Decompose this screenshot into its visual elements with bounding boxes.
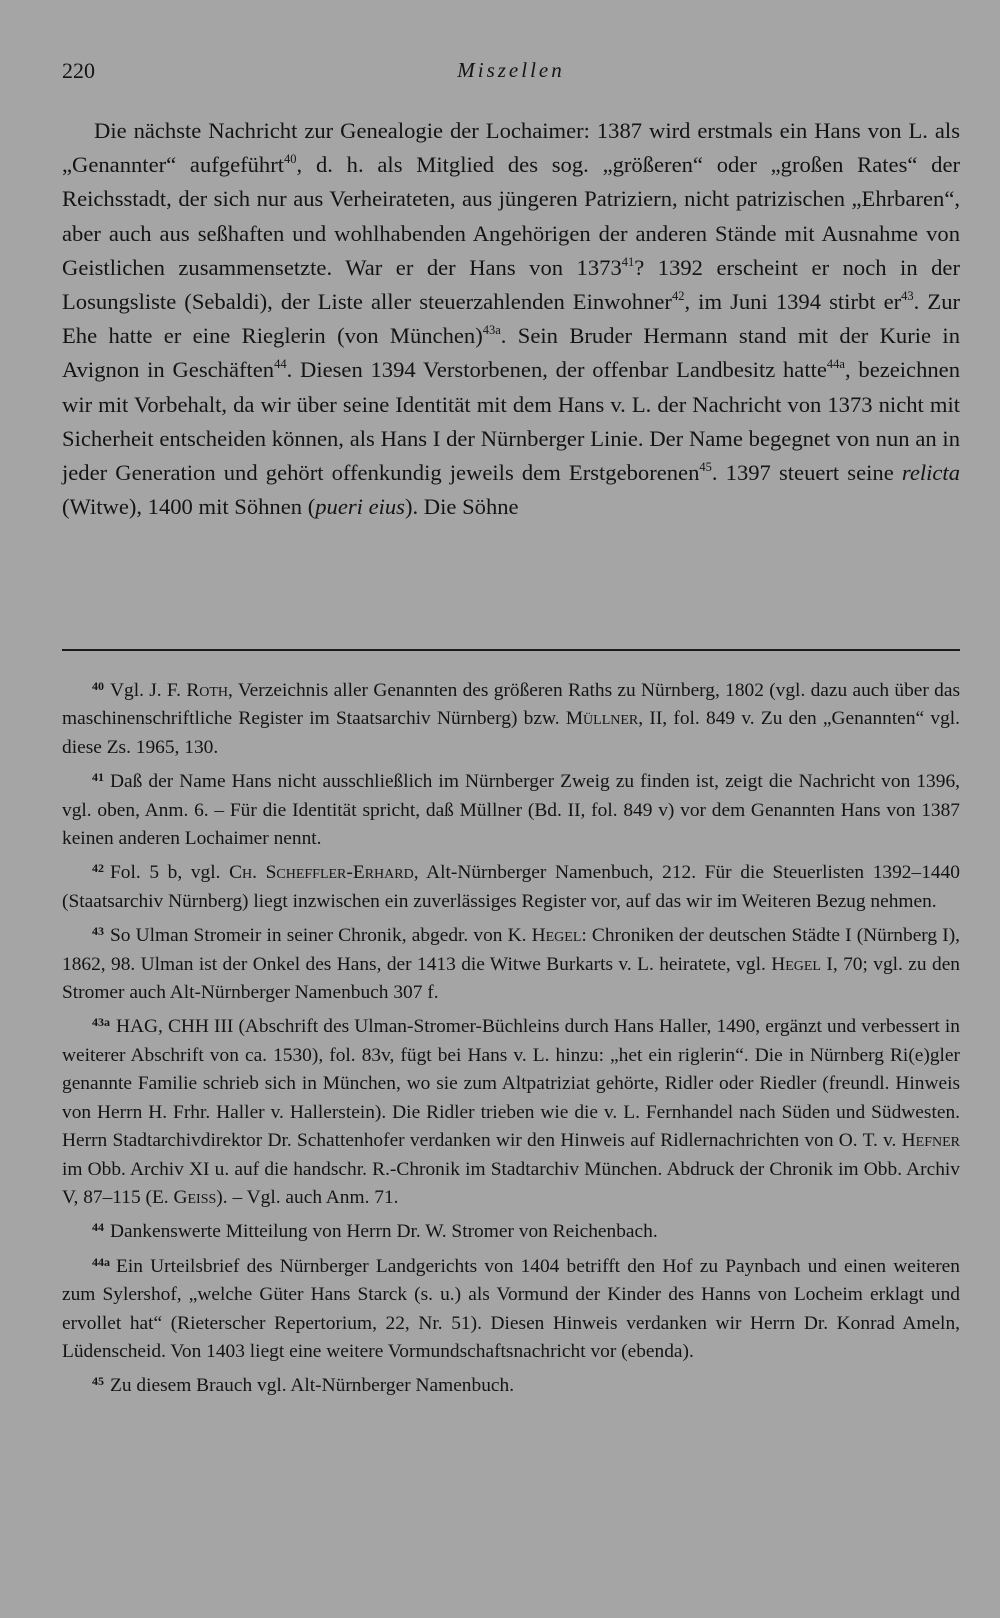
footnote-43a <box>62 1008 960 1212</box>
author-name: Hefner <box>901 1130 960 1152</box>
footnote-ref: 45 <box>699 460 712 475</box>
author-name: Müllner <box>565 708 639 730</box>
page-number: 220 <box>62 58 95 83</box>
footnote-ref: 42 <box>671 289 685 304</box>
text-run: Dankenswerte Mitteilung von Herrn Dr. W. Stromer von Reichenbach. <box>110 1221 658 1243</box>
text-run: , bezeichnen wir mit Vorbehalt, da wir über seine Identität mit dem Hans v. L. der Nachricht von 1373 nicht mit Sicherheit entscheiden können, als Hans I der Nürnberger Linie. Der Name begegnet von nun an in jeder Generation und gehört offenkundig jeweils dem Erstgeborenen <box>62 357 960 486</box>
footnote-mark: 43 <box>92 924 104 939</box>
author-name: Roth <box>186 680 229 701</box>
text-run: im Obb. Archiv XI u. auf die handschr. R.-Chronik im Stadtarchiv München. Abdruck der Chronik im Obb. Archiv V, 87–115 (E. <box>62 1158 960 1208</box>
footnotes <box>62 672 960 1402</box>
text-run: . Sein Bruder Hermann stand mit der Kurie in Avignon in Geschäften <box>62 323 960 383</box>
text-run: , Verzeichnis aller Genannten des größeren Raths zu Nürnberg, 1802 (vgl. dazu auch über das maschinenschriftliche Register im Staatsarchiv Nürnberg) bzw. <box>62 680 961 730</box>
footnote-ref: 43a <box>482 323 501 338</box>
text-run: , d. h. als Mitglied des sog. „größeren“ oder „großen Rates“ der Reichsstadt, der sich nur aus Verheirateten, aus jüngeren Patriziern, nicht patrizischen „Ehrbaren“, aber auch aus seßhaften und wohlhabenden Angehörigen der anderen Stände mit Ausnahme von Geistlichen zusammensetzte. War er der Hans von 1373 <box>62 152 961 280</box>
page-header <box>62 58 960 92</box>
text-run: ). – Vgl. auch Anm. 71. <box>216 1186 399 1208</box>
footnote-ref: 40 <box>284 152 297 167</box>
footnote-mark: 45 <box>92 1374 104 1389</box>
text-run: Fol. 5 b, vgl. <box>110 862 230 884</box>
text-run: So Ulman Stromeir in seiner Chronik, abgedr. von K. <box>110 925 532 947</box>
author-name: Ch. Scheffler-Erhard <box>229 862 414 884</box>
footnote-40 <box>62 672 960 762</box>
running-head: Miszellen <box>457 58 565 82</box>
author-name: Hegel <box>771 953 821 975</box>
footnote-ref: 43 <box>901 289 914 304</box>
text-run: Die nächste Nachricht zur Genealogie der Lochaimer: 1387 wird erstmals ein Hans von L. als „Genannter“ aufgeführt <box>62 118 960 178</box>
footnote-41 <box>62 763 960 853</box>
text-run: ? 1392 erscheint er noch in der Losungsliste (Sebaldi), der Liste aller steuerzahlenden Einwohner <box>62 254 960 315</box>
text-run: , Alt-Nürnberger Namenbuch, 212. Für die Steuerlisten 1392–1440 (Staatsarchiv Nürnberg) liegt inzwischen ein zuverlässiges Register vor, auf das wir im Weiteren Bezug nehmen. <box>62 862 960 912</box>
text-run: , im Juni 1394 stirbt er <box>684 289 902 315</box>
text-run: (Witwe), 1400 mit Söhnen ( <box>62 494 316 520</box>
body-paragraph <box>62 114 960 524</box>
text-run: Daß der Name Hans nicht ausschließlich im Nürnberger Zweig zu finden ist, zeigt die Nachricht von 1396, vgl. oben, Anm. 6. – Für die Identität spricht, daß Müllner (Bd. II, fol. 849 v) vor dem Genannten Hans von 1387 keinen anderen Lochaimer nennt. <box>62 771 960 850</box>
footnote-mark: 40 <box>92 679 104 693</box>
author-name: Geiss <box>173 1186 217 1208</box>
footnote-ref: 44a <box>826 357 845 372</box>
text-run: ). Die Söhne <box>404 494 519 520</box>
main-text <box>62 114 960 524</box>
text-run: . Diesen 1394 Verstorbenen, der offenbar Landbesitz hatte <box>286 357 827 383</box>
italic-term: pueri eius <box>315 494 405 520</box>
footnote-mark: 42 <box>92 861 104 876</box>
footnote-mark: 43a <box>92 1015 110 1030</box>
text-run: . 1397 steuert seine <box>711 460 902 486</box>
footnote-43 <box>62 917 960 1007</box>
text-run: I, 70; vgl. zu den Stromer auch Alt-Nürnberger Namenbuch 307 f. <box>62 953 961 1004</box>
footnote-ref: 41 <box>621 254 635 269</box>
text-run: Vgl. J. F. <box>110 680 187 701</box>
author-name: Hegel <box>531 925 582 947</box>
text-run: , II, fol. 849 v. Zu den „Genannten“ vgl. diese Zs. 1965, 130. <box>62 708 961 758</box>
footnote-42 <box>62 854 960 916</box>
text-run: . Zur Ehe hatte er eine Rieglerin (von München) <box>62 289 961 349</box>
footnote-divider <box>62 649 960 651</box>
footnote-45 <box>62 1367 960 1400</box>
text-run: Zu diesem Brauch vgl. Alt-Nürnberger Namenbuch. <box>110 1375 515 1397</box>
text-run: : Chroniken der deutschen Städte I (Nürnberg I), 1862, 98. Ulman ist der Onkel des Hans, der 1413 die Witwe Burkarts v. L. heiratete, vgl. <box>62 925 961 975</box>
footnote-44a <box>62 1248 960 1367</box>
footnote-mark: 44a <box>92 1254 110 1269</box>
footnote-44 <box>62 1213 960 1246</box>
footnote-ref: 44 <box>274 357 287 372</box>
footnote-mark: 44 <box>92 1220 104 1235</box>
text-run: Ein Urteilsbrief des Nürnberger Landgerichts von 1404 betrifft den Hof zu Paynbach und einen weiteren zum Sylershof, „welche Güter Hans Starck (s. u.) als Vormund der Kinder des Hanns von Locheim erklagt und ervollet hat“ (Rieterscher Repertorium, 22, Nr. 51). Diesen Hinweis verdanken wir Herrn Dr. Konrad Ameln, Lüdenscheid. Von 1403 liegt eine weitere Vormundschaftsnachricht vor (ebenda). <box>62 1255 960 1362</box>
text-run: HAG, CHH III (Abschrift des Ulman-Stromer-Büchleins durch Hans Haller, 1490, ergänzt und verbessert in weiterer Abschrift von ca. 1530), fol. 83v, fügt bei Hans v. L. hinzu: „het ein riglerin“. Die in Nürnberg Ri(e)gler genannte Familie schrieb sich in München, wo sie zum Altpatriziat gehörte, Ridler oder Riedler (freundl. Hinweis von Herrn H. Frhr. Haller v. Hallerstein). Die Ridler trieben wie die v. L. Fernhandel nach Süden und Südwesten. Herrn Stadtarchivdirektor Dr. Schattenhofer verdanken wir den Hinweis auf Ridlernachrichten von O. T. v. <box>62 1016 960 1152</box>
italic-term: relicta <box>901 460 960 486</box>
footnote-mark: 41 <box>92 770 104 785</box>
